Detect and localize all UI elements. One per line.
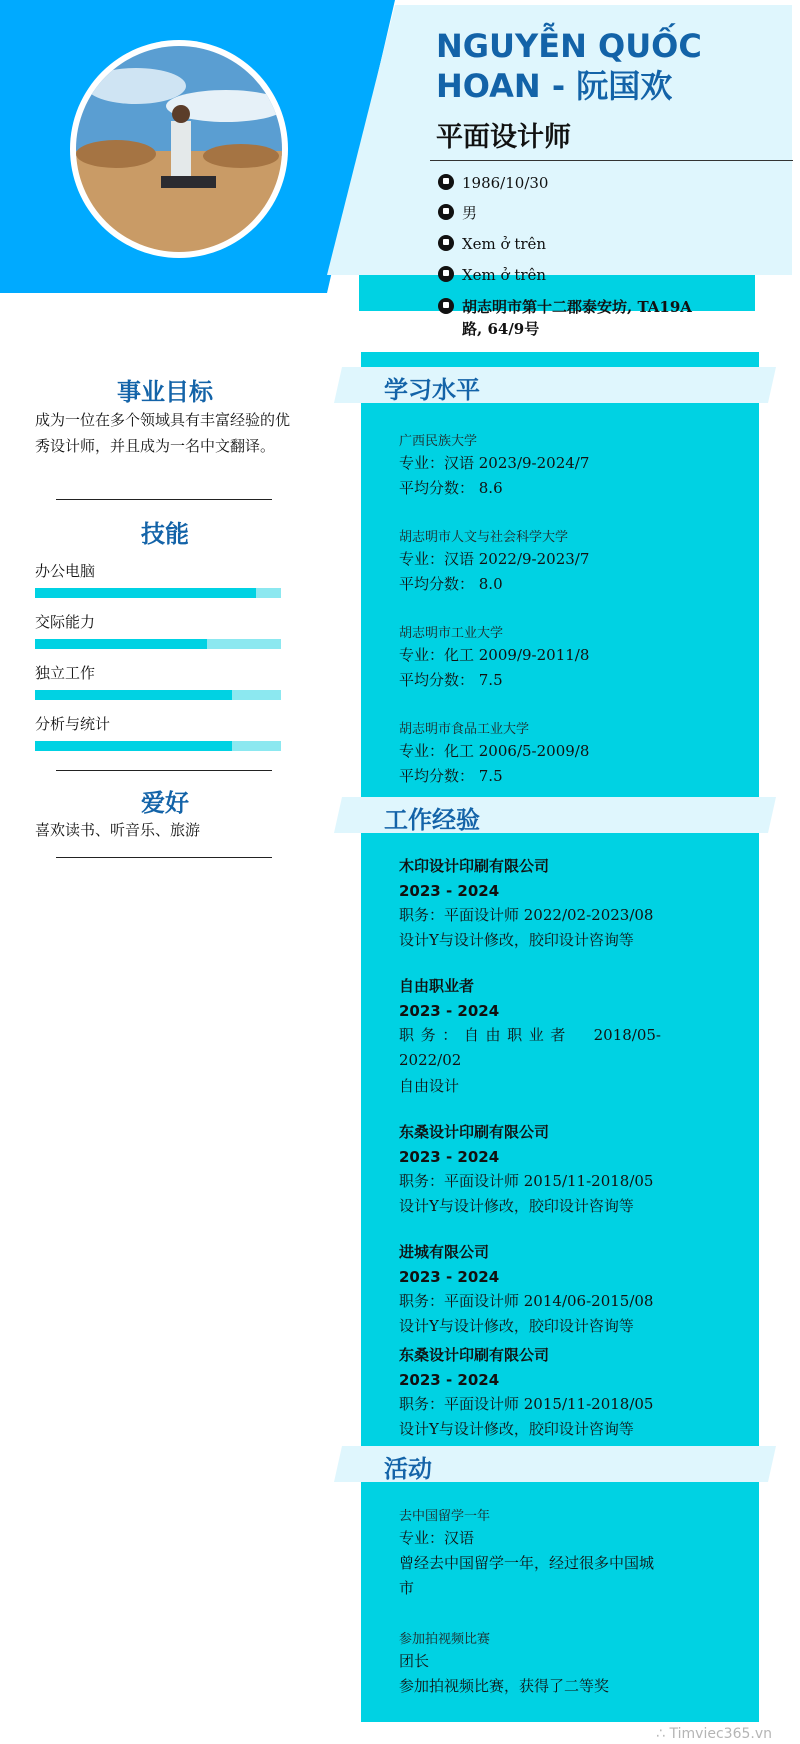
work-heading: 工作经验 bbox=[384, 806, 480, 834]
work-years: 2023 - 2024 bbox=[399, 1002, 500, 1020]
skill-label: 独立工作 bbox=[35, 664, 96, 682]
work-desc: 设计Y与设计修改，胶印设计咨询等 bbox=[399, 1317, 634, 1335]
skill-label: 办公电脑 bbox=[35, 562, 96, 580]
info-email: Xem ở trên bbox=[438, 264, 546, 286]
edu-major: 专业：化工 2009/9-2011/8 bbox=[399, 646, 590, 664]
skill-bar bbox=[35, 588, 281, 598]
job-title: 平面设计师 bbox=[436, 122, 571, 153]
work-desc: 自由设计 bbox=[399, 1077, 460, 1095]
work-company: 木印设计印刷有限公司 bbox=[399, 857, 550, 875]
work-years: 2023 - 2024 bbox=[399, 1371, 500, 1389]
edu-major: 专业：汉语 2022/9-2023/7 bbox=[399, 550, 590, 568]
skill-bar-fill bbox=[35, 639, 207, 649]
work-role: 职务：自由职业者 2018/05-2022/02 bbox=[399, 1026, 661, 1069]
work-desc: 设计Y与设计修改，胶印设计咨询等 bbox=[399, 1420, 634, 1438]
education-heading: 学习水平 bbox=[384, 376, 480, 404]
profile-photo bbox=[76, 46, 282, 252]
edu-gpa: 平均分数： 7.5 bbox=[399, 767, 503, 785]
skill-label: 分析与统计 bbox=[35, 715, 111, 733]
candidate-name: NGUYỄN QUỐC HOAN - 阮国欢 bbox=[436, 27, 702, 105]
career-heading: 事业目标 bbox=[117, 378, 213, 406]
edu-gpa: 平均分数： 7.5 bbox=[399, 671, 503, 689]
section-divider bbox=[56, 499, 272, 500]
skill-bar-fill bbox=[35, 588, 256, 598]
activity-desc: 参加拍视频比赛，获得了二等奖 bbox=[399, 1677, 610, 1695]
work-years: 2023 - 2024 bbox=[399, 882, 500, 900]
edu-school: 胡志明市食品工业大学 bbox=[399, 722, 530, 737]
skill-bar-fill bbox=[35, 741, 232, 751]
career-text: 成为一位在多个领域具有丰富经验的优秀设计师，并且成为一名中文翻译。 bbox=[35, 411, 291, 455]
title-divider bbox=[430, 160, 793, 161]
info-gender: 男 bbox=[438, 202, 477, 224]
work-years: 2023 - 2024 bbox=[399, 1268, 500, 1286]
activity-desc: 曾经去中国留学一年，经过很多中国城市 bbox=[399, 1554, 655, 1597]
info-birthdate: 1986/10/30 bbox=[438, 172, 548, 194]
work-role: 职务：平面设计师 2014/06-2015/08 bbox=[399, 1292, 654, 1310]
activity-title: 参加拍视频比赛 bbox=[399, 1632, 491, 1647]
work-desc: 设计Y与设计修改，胶印设计咨询等 bbox=[399, 1197, 634, 1215]
skill-bar bbox=[35, 741, 281, 751]
work-company: 东桑设计印刷有限公司 bbox=[399, 1346, 550, 1364]
phone-icon bbox=[438, 235, 454, 251]
mail-icon bbox=[438, 266, 454, 282]
hobbies-heading: 爱好 bbox=[141, 789, 189, 817]
person-icon bbox=[438, 174, 454, 190]
info-address: 胡志明市第十二郡泰安坊, TA19A路, 64/9号 bbox=[438, 296, 708, 344]
work-role: 职务：平面设计师 2015/11-2018/05 bbox=[399, 1395, 654, 1413]
location-icon bbox=[438, 298, 454, 314]
activity-line: 团长 bbox=[399, 1652, 430, 1670]
work-company: 自由职业者 bbox=[399, 977, 475, 995]
activity-title: 去中国留学一年 bbox=[399, 1509, 491, 1524]
edu-school: 胡志明市人文与社会科学大学 bbox=[399, 530, 569, 545]
edu-gpa: 平均分数： 8.0 bbox=[399, 575, 503, 593]
hobbies-text: 喜欢读书、听音乐、旅游 bbox=[35, 821, 201, 839]
edu-major: 专业：化工 2006/5-2009/8 bbox=[399, 742, 590, 760]
work-company: 进城有限公司 bbox=[399, 1243, 490, 1261]
edu-school: 广西民族大学 bbox=[399, 434, 478, 449]
edu-school: 胡志明市工业大学 bbox=[399, 626, 504, 641]
skill-bar bbox=[35, 690, 281, 700]
skill-bar-fill bbox=[35, 690, 232, 700]
skill-label: 交际能力 bbox=[35, 613, 96, 631]
work-role: 职务：平面设计师 2022/02-2023/08 bbox=[399, 906, 654, 924]
section-divider bbox=[56, 857, 272, 858]
work-years: 2023 - 2024 bbox=[399, 1148, 500, 1166]
skills-heading: 技能 bbox=[141, 520, 189, 548]
edu-major: 专业：汉语 2023/9-2024/7 bbox=[399, 454, 590, 472]
clock-icon bbox=[438, 204, 454, 220]
work-company: 东桑设计印刷有限公司 bbox=[399, 1123, 550, 1141]
work-desc: 设计Y与设计修改，胶印设计咨询等 bbox=[399, 931, 634, 949]
footer-watermark: ∴ Timviec365.vn bbox=[656, 1726, 772, 1742]
skill-bar bbox=[35, 639, 281, 649]
work-role: 职务：平面设计师 2015/11-2018/05 bbox=[399, 1172, 654, 1190]
info-phone: Xem ở trên bbox=[438, 233, 546, 255]
section-divider bbox=[56, 770, 272, 771]
activities-heading: 活动 bbox=[384, 1455, 432, 1483]
edu-gpa: 平均分数： 8.6 bbox=[399, 479, 503, 497]
activity-line: 专业：汉语 bbox=[399, 1529, 475, 1547]
